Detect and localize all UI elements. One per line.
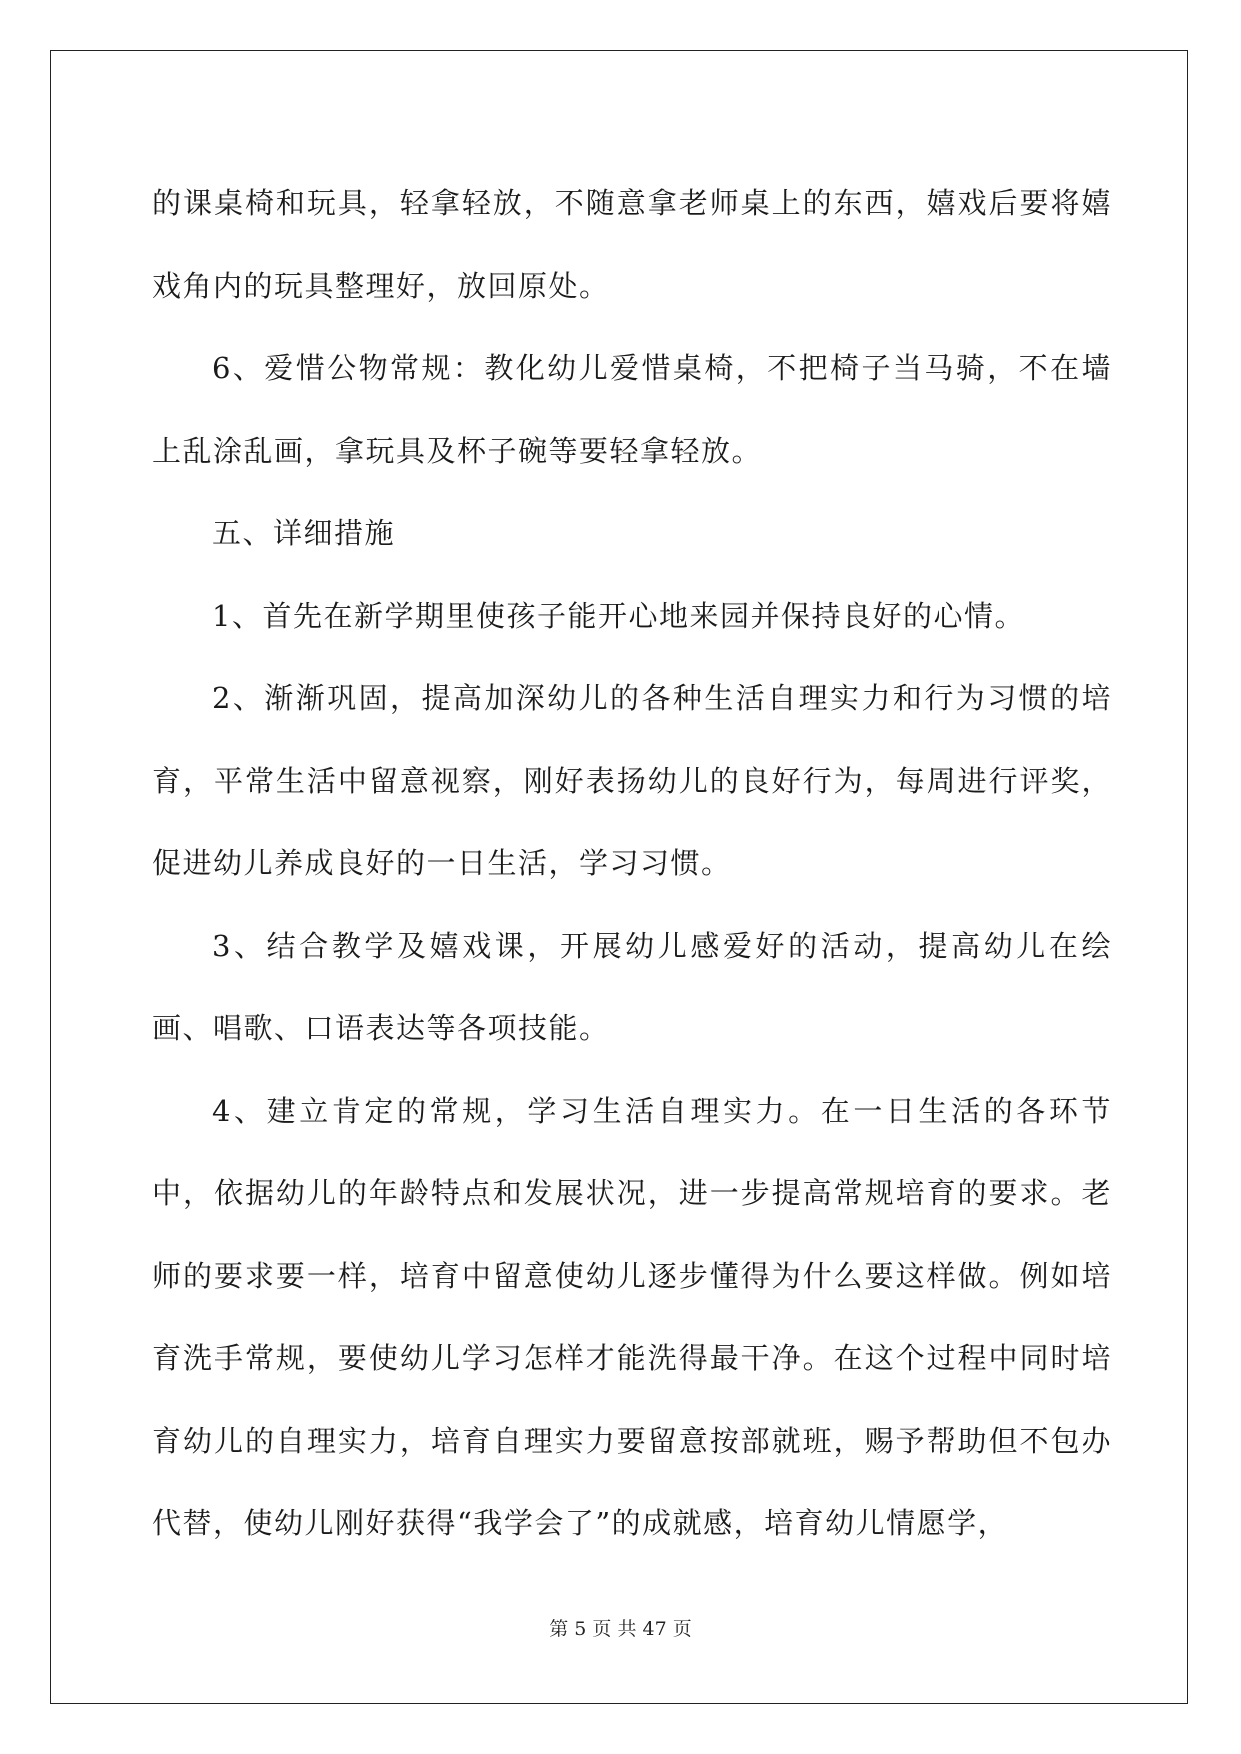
paragraph-item-4: 4、建立肯定的常规，学习生活自理实力。在一日生活的各环节中，依据幼儿的年龄特点和发展状况，进一步提高常规培育的要求。老师的要求要一样，培育中留意使幼儿逐步懂得为什么要这样做。例如培育洗手常规，要使幼儿学习怎样才能洗得最干净。在这个过程中同时培育幼儿的自理实力，培育自理实力要留意按部就班，赐予帮助但不包办代替，使幼儿刚好获得“我学会了”的成就感，培育幼儿情愿学，	[152, 1093, 1112, 1540]
paragraph-continuation: 的课桌椅和玩具，轻拿轻放，不随意拿老师桌上的东西，嬉戏后要将嬉戏角内的玩具整理好，放回原处。	[152, 186, 1112, 303]
paragraph-item-3: 3、结合教学及嬉戏课，开展幼儿感爱好的活动，提高幼儿在绘画、唱歌、口语表达等各项技能。	[152, 928, 1112, 1045]
section-heading: 五、详细措施	[212, 516, 396, 550]
paragraph-item-1: 1、首先在新学期里使孩子能开心地来园并保持良好的心情。	[212, 598, 1025, 633]
paragraph-item-2: 2、渐渐巩固，提高加深幼儿的各种生活自理实力和行为习惯的培育，平常生活中留意视察，刚好表扬幼儿的良好行为，每周进行评奖，促进幼儿养成良好的一日生活，学习习惯。	[152, 681, 1112, 880]
paragraph-item-6: 6、爱惜公物常规：教化幼儿爱惜桌椅，不把椅子当马骑，不在墙上乱涂乱画，拿玩具及杯子碗等要轻拿轻放。	[152, 351, 1112, 468]
document-body	[152, 162, 1112, 1565]
page-number-footer: 第 5 页 共 47 页	[549, 1618, 692, 1640]
